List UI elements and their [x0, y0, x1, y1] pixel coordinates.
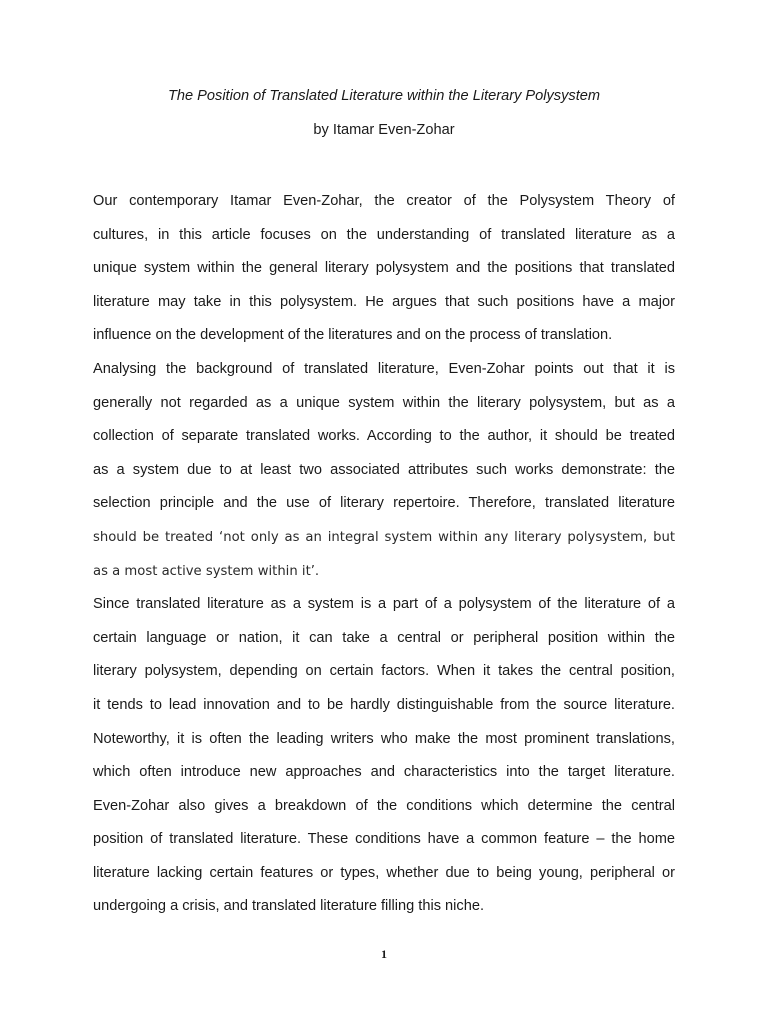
- text-line: as a system due to at least two associated attributes such works demonstrate: the: [93, 461, 675, 478]
- text-line: it tends to lead innovation and to be hardly distinguishable from the source literature.: [93, 696, 675, 713]
- quote-line: as a most active system within it’.: [93, 563, 320, 579]
- text-line: cultures, in this article focuses on the understanding of translated literature as a: [93, 226, 675, 243]
- text-line: Analysing the background of translated literature, Even-Zohar points out that it is: [93, 360, 675, 377]
- body-text: [93, 185, 675, 924]
- text-line: Since translated literature as a system is a part of a polysystem of the literature of a: [93, 596, 675, 613]
- text-line: undergoing a crisis, and translated literature filling this niche.: [93, 898, 485, 915]
- text-line: collection of separate translated works. According to the author, it should be treated: [93, 428, 675, 445]
- text-line: Noteworthy, it is often the leading writers who make the most prominent translations,: [93, 730, 675, 747]
- text-line: selection principle and the use of literary repertoire. Therefore, translated literature: [93, 495, 675, 512]
- text-line: which often introduce new approaches and characteristics into the target literature.: [93, 764, 675, 781]
- text-line: unique system within the general literary polysystem and the positions that translated: [93, 260, 675, 277]
- quote-line: should be treated ‘not only as an integral system within any literary polysystem, but: [93, 529, 675, 545]
- text-line: influence on the development of the literatures and on the process of translation.: [93, 327, 613, 344]
- page-number: 1: [381, 947, 387, 961]
- document-title: The Position of Translated Literature within the Literary Polysystem: [167, 88, 601, 104]
- author-byline: by Itamar Even-Zohar: [313, 122, 455, 138]
- text-line: position of translated literature. These conditions have a common feature – the home: [93, 831, 675, 848]
- text-line: certain language or nation, it can take a central or peripheral position within the: [93, 629, 675, 646]
- text-line: literature may take in this polysystem. He argues that such positions have a major: [93, 293, 675, 310]
- text-line: Even-Zohar also gives a breakdown of the conditions which determine the central: [93, 797, 675, 814]
- text-line: literary polysystem, depending on certain factors. When it takes the central position,: [93, 663, 675, 680]
- text-line: Our contemporary Itamar Even-Zohar, the creator of the Polysystem Theory of: [93, 193, 675, 209]
- text-line: literature lacking certain features or types, whether due to being young, peripheral or: [93, 864, 675, 881]
- text-line: generally not regarded as a unique system within the literary polysystem, but as a: [93, 394, 675, 411]
